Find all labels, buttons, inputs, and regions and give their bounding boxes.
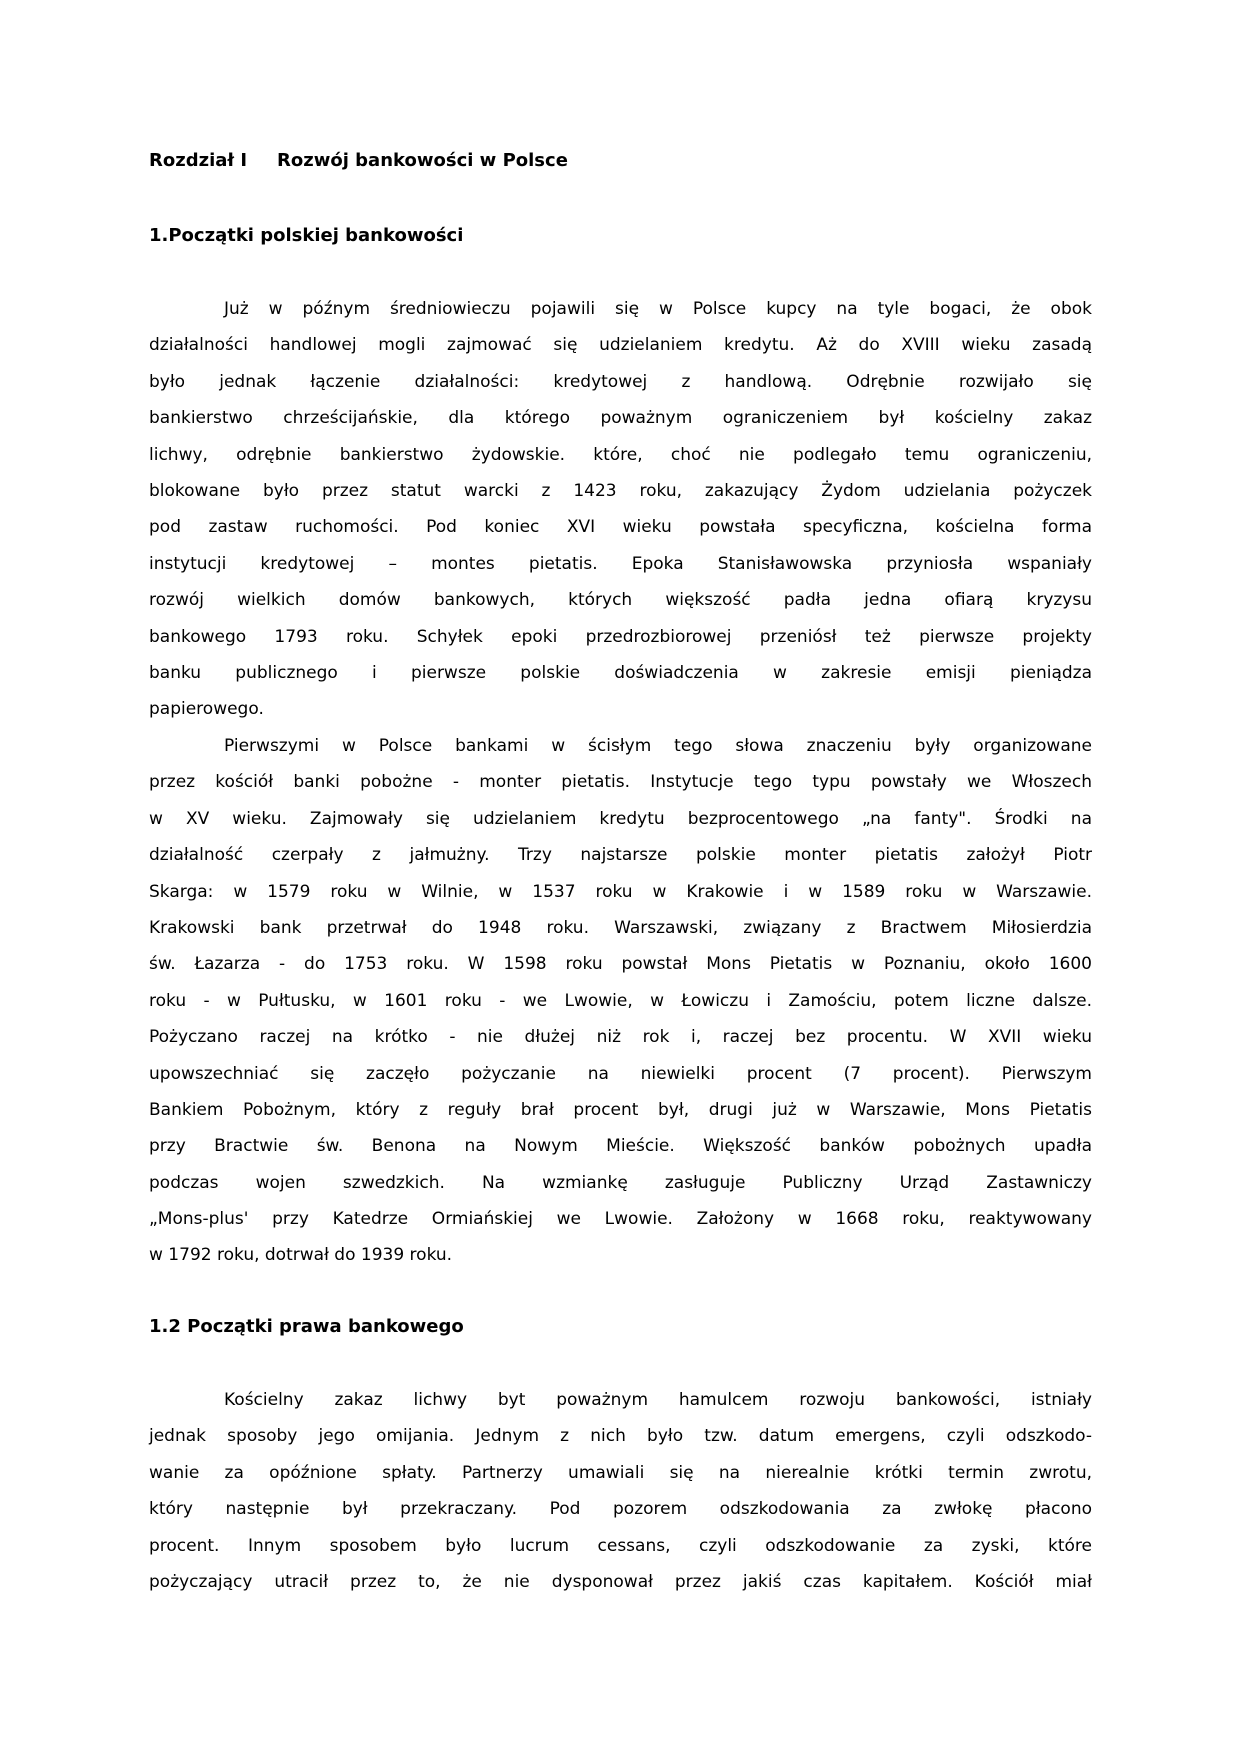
text-line: w 1792 roku, dotrwał do 1939 roku.: [149, 1245, 453, 1266]
text-line: papierowego.: [149, 699, 264, 720]
paragraph: [149, 728, 1092, 1274]
text-line: „Mons-plus' przy Katedrze Ormiańskiej we Lwowie. Założony w 1668 roku, reaktywowany: [149, 1209, 1092, 1230]
text-line: rozwój wielkich domów bankowych, których większość padła jedna ofiarą kryzysu: [149, 590, 1092, 611]
text-line: pożyczający utracił przez to, że nie dysponował przez jakiś czas kapitałem. Kościół miał: [149, 1571, 1092, 1592]
paragraph: [149, 1382, 1092, 1600]
section-heading: 1.2 Początki prawa bankowego: [149, 1316, 464, 1337]
text-line: lichwy, odrębnie bankierstwo żydowskie. które, choć nie podlegało temu ograniczeniu,: [149, 444, 1092, 465]
text-line: Już w późnym średniowieczu pojawili się w Polsce kupcy na tyle bogaci, że obok: [224, 299, 1092, 319]
text-line: Kościelny zakaz lichwy byt poważnym hamulcem rozwoju bankowości, istniały: [224, 1390, 1092, 1410]
text-line: upowszechniać się zaczęło pożyczanie na niewielki procent (7 procent). Pierwszym: [149, 1063, 1092, 1084]
text-line: pod zastaw ruchomości. Pod koniec XVI wieku powstała specyficzna, kościelna forma: [149, 517, 1092, 538]
text-line: bankierstwo chrześcijańskie, dla którego poważnym ograniczeniem był kościelny zakaz: [149, 408, 1092, 429]
text-line: wanie za opóźnione spłaty. Partnerzy umawiali się na nierealnie krótki termin zwrotu,: [149, 1462, 1092, 1483]
text-line: podczas wojen szwedzkich. Na wzmiankę zasługuje Publiczny Urząd Zastawniczy: [149, 1172, 1092, 1193]
section-heading: 1.Początki polskiej bankowości: [149, 225, 464, 246]
text-line: jednak sposoby jego omijania. Jednym z nich było tzw. datum emergens, czyli odszkodo-: [149, 1426, 1092, 1447]
text-line: działalności handlowej mogli zajmować się udzielaniem kredytu. Aż do XVIII wieku zasadą: [149, 335, 1092, 356]
text-line: w XV wieku. Zajmowały się udzielaniem kredytu bezprocentowego „na fanty". Środki na: [149, 808, 1092, 829]
chapter-number: Rozdział I: [149, 150, 248, 171]
text-line: przy Bractwie św. Benona na Nowym Mieście. Większość banków pobożnych upadła: [149, 1136, 1092, 1157]
text-line: Skarga: w 1579 roku w Wilnie, w 1537 roku w Krakowie i w 1589 roku w Warszawie.: [149, 881, 1092, 902]
text-line: który następnie był przekraczany. Pod pozorem odszkodowania za zwłokę płacono: [149, 1499, 1092, 1520]
text-line: roku - w Pułtusku, w 1601 roku - we Lwowie, w Łowiczu i Zamościu, potem liczne dalsze.: [149, 990, 1092, 1011]
text-line: banku publicznego i pierwsze polskie doświadczenia w zakresie emisji pieniądza: [149, 662, 1092, 683]
text-line: Krakowski bank przetrwał do 1948 roku. Warszawski, związany z Bractwem Miłosierdzia: [149, 917, 1092, 938]
text-line: Bankiem Pobożnym, który z reguły brał procent był, drugi już w Warszawie, Mons Pietatis: [149, 1099, 1092, 1120]
chapter-heading: [149, 150, 568, 171]
text-line: procent. Innym sposobem było lucrum cessans, czyli odszkodowanie za zyski, które: [149, 1535, 1092, 1556]
text-line: Pierwszymi w Polsce bankami w ścisłym tego słowa znaczeniu były organizowane: [224, 736, 1092, 756]
chapter-title: Rozwój bankowości w Polsce: [277, 150, 568, 171]
text-line: przez kościół banki pobożne - monter pietatis. Instytucje tego typu powstały we Włoszech: [149, 772, 1092, 793]
text-line: św. Łazarza - do 1753 roku. W 1598 roku powstał Mons Pietatis w Poznaniu, około 1600: [149, 954, 1092, 975]
text-line: działalność czerpały z jałmużny. Trzy najstarsze polskie monter pietatis założył Piotr: [149, 845, 1092, 866]
text-line: instytucji kredytowej – montes pietatis. Epoka Stanisławowska przyniosła wspaniały: [149, 553, 1092, 574]
text-line: blokowane było przez statut warcki z 1423 roku, zakazujący Żydom udzielania pożyczek: [149, 480, 1092, 501]
paragraph: [149, 291, 1092, 728]
text-line: bankowego 1793 roku. Schyłek epoki przedrozbiorowej przeniósł też pierwsze projekty: [149, 626, 1092, 647]
text-line: było jednak łączenie działalności: kredytowej z handlową. Odrębnie rozwijało się: [149, 371, 1092, 392]
text-line: Pożyczano raczej na krótko - nie dłużej niż rok i, raczej bez procentu. W XVII wieku: [149, 1027, 1092, 1048]
